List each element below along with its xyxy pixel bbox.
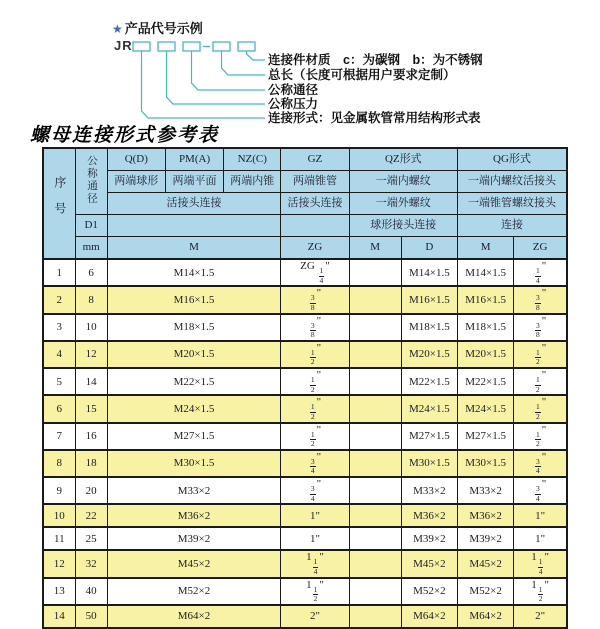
cell-qz-m bbox=[349, 368, 401, 395]
header-qz-desc2: 一端外螺纹 bbox=[349, 193, 457, 215]
cell-qz-m bbox=[349, 550, 401, 577]
cell-zg: 2" bbox=[281, 605, 349, 628]
cell-m-thread: M22×1.5 bbox=[107, 368, 281, 395]
cell-m-thread: M16×1.5 bbox=[107, 286, 281, 313]
cell-qz-m bbox=[349, 423, 401, 450]
header-nz: NZ(C) bbox=[224, 148, 281, 171]
header-q: Q(D) bbox=[107, 148, 165, 171]
cell-m-thread: M27×1.5 bbox=[107, 423, 281, 450]
cell-qg-zg: $\frac{1}{2}$ " bbox=[514, 368, 567, 395]
cell-qz-d: M33×2 bbox=[401, 477, 457, 504]
product-code-diagram bbox=[0, 0, 600, 140]
cell-m-thread: M18×1.5 bbox=[107, 314, 281, 341]
code-labels bbox=[0, 0, 600, 140]
cell-qg-m: M36×2 bbox=[457, 504, 513, 527]
header-qg-desc1: 一端内螺纹活接头 bbox=[457, 171, 567, 193]
cell-serial: 6 bbox=[43, 395, 75, 422]
cell-zg: 1" bbox=[281, 527, 349, 550]
cell-qz-d: M20×1.5 bbox=[401, 341, 457, 368]
cell-qg-m: M52×2 bbox=[457, 578, 513, 605]
cell-dn-mm: 8 bbox=[75, 286, 107, 313]
cell-dn-mm: 32 bbox=[75, 550, 107, 577]
empty-cell bbox=[281, 215, 349, 237]
cell-qz-d: M22×1.5 bbox=[401, 368, 457, 395]
cell-serial: 9 bbox=[43, 477, 75, 504]
nut-connection-table bbox=[42, 147, 568, 629]
cell-qz-d: M45×2 bbox=[401, 550, 457, 577]
header-qz-connection: 球形接头连接 bbox=[349, 215, 457, 237]
header-nz-desc: 两端内锥 bbox=[224, 171, 281, 193]
cell-qg-zg: $\frac{3}{8}$ " bbox=[514, 314, 567, 341]
cell-qz-d: M27×1.5 bbox=[401, 423, 457, 450]
header-m-unit: M bbox=[107, 237, 281, 260]
cell-qz-m bbox=[349, 527, 401, 550]
table-row bbox=[43, 450, 567, 477]
cell-qg-zg: $\frac{1}{2}$ " bbox=[514, 341, 567, 368]
cell-qz-d: M52×2 bbox=[401, 578, 457, 605]
table-row bbox=[43, 477, 567, 504]
cell-qg-m: M64×2 bbox=[457, 605, 513, 628]
cell-zg: $\frac{1}{2}$ " bbox=[281, 341, 349, 368]
cell-qz-d: M30×1.5 bbox=[401, 450, 457, 477]
cell-qg-m: M27×1.5 bbox=[457, 423, 513, 450]
cell-qz-d: M64×2 bbox=[401, 605, 457, 628]
code-label-material: 连接件材质 c：为碳钢 b：为不锈钢 bbox=[268, 53, 483, 67]
cell-qz-d: M24×1.5 bbox=[401, 395, 457, 422]
cell-zg: ZG $\frac{1}{4}$ " bbox=[281, 259, 349, 286]
cell-qg-zg: $\frac{3}{8}$ " bbox=[514, 286, 567, 313]
cell-serial: 12 bbox=[43, 550, 75, 577]
cell-serial: 14 bbox=[43, 605, 75, 628]
table-body bbox=[43, 259, 567, 628]
cell-zg: 1 $\frac{1}{2}$ " bbox=[281, 578, 349, 605]
cell-zg: $\frac{1}{2}$ " bbox=[281, 395, 349, 422]
cell-qg-m: M24×1.5 bbox=[457, 395, 513, 422]
cell-m-thread: M36×2 bbox=[107, 504, 281, 527]
cell-qz-d: M14×1.5 bbox=[401, 259, 457, 286]
cell-qg-zg: 1" bbox=[514, 504, 567, 527]
header-pm: PM(A) bbox=[165, 148, 223, 171]
cell-serial: 7 bbox=[43, 423, 75, 450]
cell-serial: 13 bbox=[43, 578, 75, 605]
cell-dn-mm: 40 bbox=[75, 578, 107, 605]
header-qg: QG形式 bbox=[457, 148, 567, 171]
cell-dn-mm: 12 bbox=[75, 341, 107, 368]
table-row bbox=[43, 605, 567, 628]
cell-m-thread: M39×2 bbox=[107, 527, 281, 550]
cell-serial: 2 bbox=[43, 286, 75, 313]
code-prefix: JR bbox=[114, 38, 133, 53]
cell-dn-mm: 15 bbox=[75, 395, 107, 422]
cell-serial: 11 bbox=[43, 527, 75, 550]
header-gz-connection: 活接头连接 bbox=[281, 193, 349, 215]
cell-qg-zg: $\frac{3}{4}$ " bbox=[514, 450, 567, 477]
cell-dn-mm: 14 bbox=[75, 368, 107, 395]
table-row bbox=[43, 578, 567, 605]
cell-zg: $\frac{3}{8}$ " bbox=[281, 286, 349, 313]
cell-zg: 1" bbox=[281, 504, 349, 527]
header-qg-zg-unit: ZG bbox=[514, 237, 567, 260]
cell-m-thread: M24×1.5 bbox=[107, 395, 281, 422]
header-serial-text: 序号 bbox=[52, 175, 67, 228]
cell-m-thread: M14×1.5 bbox=[107, 259, 281, 286]
cell-qg-m: M22×1.5 bbox=[457, 368, 513, 395]
table-title: 螺母连接形式参考表 bbox=[30, 125, 220, 146]
header-d1: D1 bbox=[75, 215, 107, 237]
cell-dn-mm: 25 bbox=[75, 527, 107, 550]
header-q-desc: 两端球形 bbox=[107, 171, 165, 193]
header-mm: mm bbox=[75, 237, 107, 260]
header-dn bbox=[75, 148, 107, 215]
table-row bbox=[43, 341, 567, 368]
table-row bbox=[43, 314, 567, 341]
code-label-diameter: 公称通径 bbox=[268, 83, 319, 97]
code-label-connection: 连接形式：见金属软管常用结构形式表 bbox=[268, 111, 481, 125]
cell-qg-m: M20×1.5 bbox=[457, 341, 513, 368]
cell-qz-m bbox=[349, 605, 401, 628]
cell-zg: $\frac{1}{2}$ " bbox=[281, 368, 349, 395]
cell-qz-m bbox=[349, 341, 401, 368]
cell-qz-m bbox=[349, 450, 401, 477]
cell-qg-m: M18×1.5 bbox=[457, 314, 513, 341]
header-qg-desc2: 一端锥管螺纹接头 bbox=[457, 193, 567, 215]
cell-zg: $\frac{3}{8}$ " bbox=[281, 314, 349, 341]
cell-m-thread: M45×2 bbox=[107, 550, 281, 577]
header-row-2 bbox=[43, 171, 567, 193]
table-row bbox=[43, 423, 567, 450]
cell-dn-mm: 50 bbox=[75, 605, 107, 628]
cell-zg: $\frac{3}{4}$ " bbox=[281, 450, 349, 477]
cell-zg: $\frac{3}{4}$ " bbox=[281, 477, 349, 504]
cell-qg-m: M30×1.5 bbox=[457, 450, 513, 477]
cell-qg-zg: $\frac{3}{4}$ " bbox=[514, 477, 567, 504]
cell-qz-m bbox=[349, 286, 401, 313]
cell-qg-zg: 1 $\frac{1}{2}$ " bbox=[514, 578, 567, 605]
cell-serial: 10 bbox=[43, 504, 75, 527]
cell-dn-mm: 18 bbox=[75, 450, 107, 477]
cell-qz-d: M39×2 bbox=[401, 527, 457, 550]
cell-serial: 1 bbox=[43, 259, 75, 286]
cell-qg-m: M45×2 bbox=[457, 550, 513, 577]
table-row bbox=[43, 527, 567, 550]
header-qz-m-unit: M bbox=[349, 237, 401, 260]
cell-qg-zg: 2" bbox=[514, 605, 567, 628]
header-qz-desc1: 一端内螺纹 bbox=[349, 171, 457, 193]
header-qg-m-unit: M bbox=[457, 237, 513, 260]
cell-qg-zg: $\frac{1}{4}$ " bbox=[514, 259, 567, 286]
cell-m-thread: M64×2 bbox=[107, 605, 281, 628]
cell-qg-m: M16×1.5 bbox=[457, 286, 513, 313]
table-row bbox=[43, 368, 567, 395]
cell-qg-zg: $\frac{1}{2}$ " bbox=[514, 395, 567, 422]
cell-qg-m: M33×2 bbox=[457, 477, 513, 504]
cell-qg-zg: 1" bbox=[514, 527, 567, 550]
cell-zg: 1 $\frac{1}{4}$ " bbox=[281, 550, 349, 577]
empty-cell bbox=[107, 215, 281, 237]
cell-qz-m bbox=[349, 504, 401, 527]
cell-zg: $\frac{1}{2}$ " bbox=[281, 423, 349, 450]
cell-qz-m bbox=[349, 259, 401, 286]
header-qz: QZ形式 bbox=[349, 148, 457, 171]
cell-qz-d: M36×2 bbox=[401, 504, 457, 527]
cell-qg-m: M39×2 bbox=[457, 527, 513, 550]
header-row-3 bbox=[43, 193, 567, 215]
cell-qg-zg: $\frac{1}{2}$ " bbox=[514, 423, 567, 450]
cell-qz-d: M18×1.5 bbox=[401, 314, 457, 341]
header-union-connection: 活接头连接 bbox=[107, 193, 281, 215]
cell-dn-mm: 6 bbox=[75, 259, 107, 286]
code-label-length: 总长（长度可根据用户要求定制） bbox=[268, 68, 456, 82]
cell-serial: 4 bbox=[43, 341, 75, 368]
table-row bbox=[43, 504, 567, 527]
cell-dn-mm: 22 bbox=[75, 504, 107, 527]
table-row bbox=[43, 259, 567, 286]
cell-qz-d: M16×1.5 bbox=[401, 286, 457, 313]
cell-m-thread: M33×2 bbox=[107, 477, 281, 504]
cell-dn-mm: 20 bbox=[75, 477, 107, 504]
cell-serial: 8 bbox=[43, 450, 75, 477]
header-gz: GZ bbox=[281, 148, 349, 171]
header-pm-desc: 两端平面 bbox=[165, 171, 223, 193]
cell-dn-mm: 16 bbox=[75, 423, 107, 450]
table-row bbox=[43, 286, 567, 313]
header-serial bbox=[43, 148, 75, 259]
header-gz-desc: 两端锥管 bbox=[281, 171, 349, 193]
cell-serial: 5 bbox=[43, 368, 75, 395]
cell-qg-m: M14×1.5 bbox=[457, 259, 513, 286]
cell-m-thread: M20×1.5 bbox=[107, 341, 281, 368]
cell-qz-m bbox=[349, 477, 401, 504]
cell-qz-m bbox=[349, 578, 401, 605]
cell-m-thread: M52×2 bbox=[107, 578, 281, 605]
header-qz-d-unit: D bbox=[401, 237, 457, 260]
cell-dn-mm: 10 bbox=[75, 314, 107, 341]
header-zg-unit: ZG bbox=[281, 237, 349, 260]
header-dn-text: 公称通径 bbox=[85, 154, 97, 205]
cell-qz-m bbox=[349, 314, 401, 341]
code-label-pressure: 公称压力 bbox=[268, 97, 319, 111]
header-row-1 bbox=[43, 148, 567, 171]
header-row-4 bbox=[43, 215, 567, 237]
cell-m-thread: M30×1.5 bbox=[107, 450, 281, 477]
header-row-5 bbox=[43, 237, 567, 260]
table-row bbox=[43, 395, 567, 422]
diagram-heading-text: 产品代号示例 bbox=[124, 21, 203, 36]
header-qg-connection: 连接 bbox=[457, 215, 567, 237]
star-icon: ★ bbox=[112, 22, 123, 36]
cell-qg-zg: 1 $\frac{1}{4}$ " bbox=[514, 550, 567, 577]
cell-qz-m bbox=[349, 395, 401, 422]
table-row bbox=[43, 550, 567, 577]
cell-serial: 3 bbox=[43, 314, 75, 341]
